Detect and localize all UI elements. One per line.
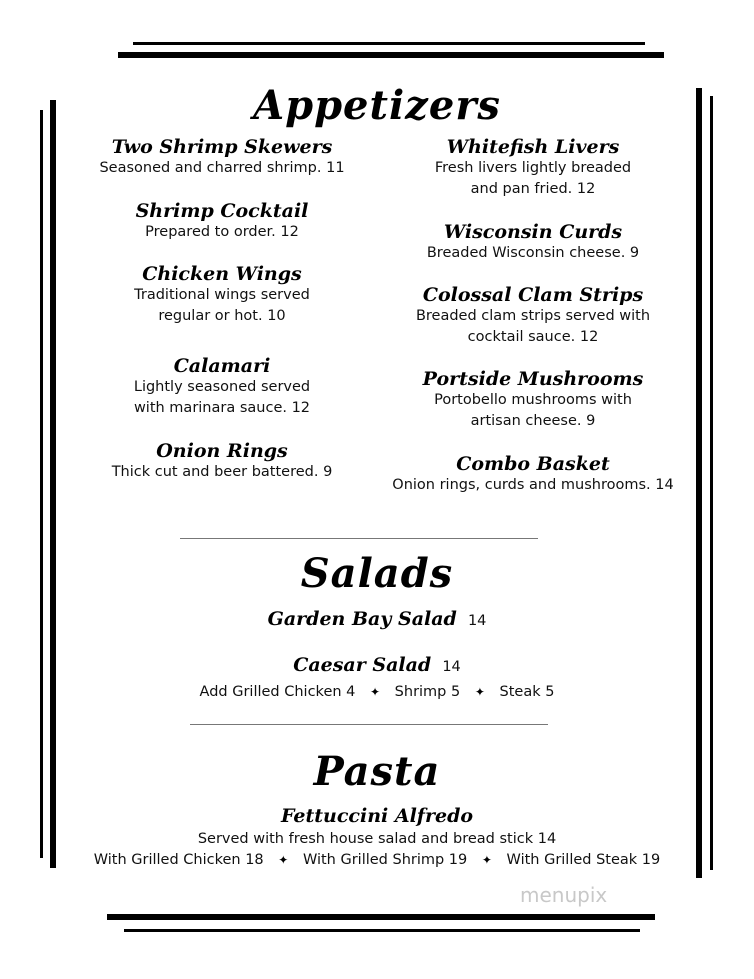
menu-item xyxy=(368,221,698,264)
addon-chicken: Add Grilled Chicken 4 xyxy=(199,684,356,700)
pasta-options xyxy=(0,850,754,871)
sparkle-icon: ✦ xyxy=(481,853,492,867)
item-name: Combo Basket xyxy=(456,453,610,475)
addon-shrimp: Shrimp 5 xyxy=(394,684,461,700)
option-chicken: With Grilled Chicken 18 xyxy=(93,852,264,868)
section-divider xyxy=(190,724,548,725)
pasta-title: Pasta xyxy=(313,748,441,795)
sparkle-icon: ✦ xyxy=(370,685,381,699)
item-desc: artisan cheese. 9 xyxy=(470,413,596,429)
option-shrimp: With Grilled Shrimp 19 xyxy=(302,852,468,868)
item-desc: Breaded clam strips served with xyxy=(415,308,651,324)
item-desc: with marinara sauce. 12 xyxy=(133,400,311,416)
item-desc: Traditional wings served xyxy=(134,287,310,303)
item-desc: and pan fried. 12 xyxy=(470,181,596,197)
item-desc: Lightly seasoned served xyxy=(133,379,311,395)
menu-item xyxy=(368,136,698,200)
item-name: Garden Bay Salad xyxy=(267,608,457,630)
item-desc: Prepared to order. 12 xyxy=(145,224,299,240)
caesar-salad xyxy=(0,654,754,676)
item-name: Colossal Clam Strips xyxy=(422,284,644,306)
menu-item xyxy=(57,136,387,179)
menu-item xyxy=(368,453,698,496)
section-divider xyxy=(180,538,538,539)
item-name: Onion Rings xyxy=(156,440,288,462)
option-steak: With Grilled Steak 19 xyxy=(506,852,661,868)
menu-item xyxy=(57,440,387,483)
watermark: menupix xyxy=(520,883,608,907)
item-name: Fettuccini Alfredo xyxy=(280,805,474,827)
item-desc: cocktail sauce. 12 xyxy=(467,329,599,345)
menu-item xyxy=(57,263,387,327)
menu-item xyxy=(57,200,387,243)
item-desc: Portobello mushrooms with xyxy=(434,392,632,408)
appetizers-title: Appetizers xyxy=(253,82,501,129)
item-desc: Fresh livers lightly breaded xyxy=(434,160,632,176)
menu-item xyxy=(57,355,387,419)
sparkle-icon: ✦ xyxy=(278,853,289,867)
item-desc: Onion rings, curds and mushrooms. 14 xyxy=(392,477,674,493)
pasta-item-name xyxy=(0,805,754,827)
left-rule-thin xyxy=(40,110,43,858)
addon-steak: Steak 5 xyxy=(499,684,555,700)
item-price: 14 xyxy=(467,613,487,629)
item-desc: regular or hot. 10 xyxy=(158,308,286,324)
item-name: Whitefish Livers xyxy=(446,136,620,158)
item-name: Shrimp Cocktail xyxy=(135,200,309,222)
salad-addons xyxy=(0,682,754,703)
pasta-item-desc: Served with fresh house salad and bread stick 14 xyxy=(197,831,557,847)
menu-item xyxy=(368,368,698,432)
item-name: Wisconsin Curds xyxy=(443,221,623,243)
item-name: Caesar Salad xyxy=(293,654,432,676)
salads-title: Salads xyxy=(300,550,454,597)
item-desc: Seasoned and charred shrimp. 11 xyxy=(99,160,345,176)
item-name: Calamari xyxy=(173,355,271,377)
sparkle-icon: ✦ xyxy=(474,685,485,699)
garden-salad xyxy=(0,608,754,630)
item-name: Portside Mushrooms xyxy=(422,368,644,390)
menu-item xyxy=(368,284,698,348)
item-desc: Thick cut and beer battered. 9 xyxy=(111,464,333,480)
item-name: Two Shrimp Skewers xyxy=(111,136,333,158)
item-name: Chicken Wings xyxy=(142,263,302,285)
item-price: 14 xyxy=(442,659,461,675)
item-desc: Breaded Wisconsin cheese. 9 xyxy=(426,245,640,261)
